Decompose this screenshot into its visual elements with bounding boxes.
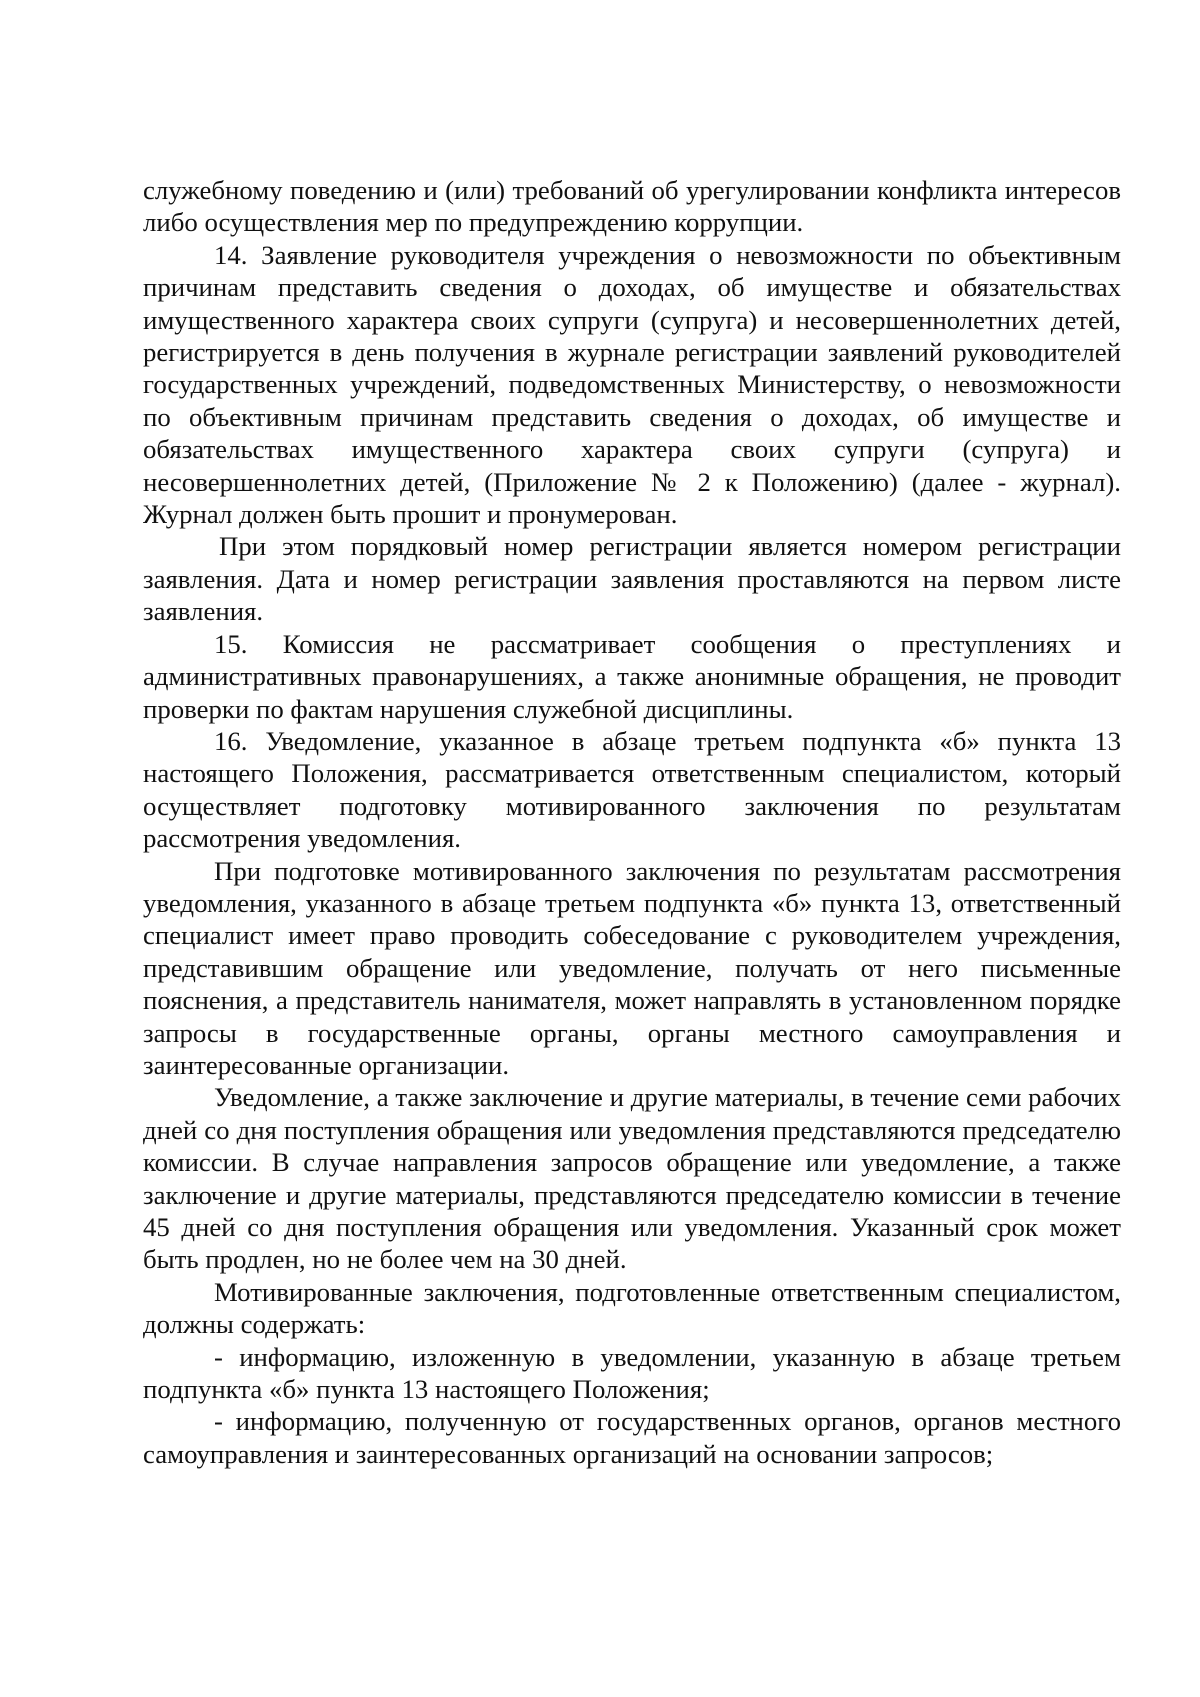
paragraph-conclusion-preparation: При подготовке мотивированного заключения по результатам рассмотрения уведомления, указанного в абзаце третьем подпункта «б» пункта 13, ответственный специалист имеет право проводить собеседование с руководителем учреждения, представившим обращение или уведомление, получать от него письменные пояснения, а представитель нанимателя, может направлять в установленном порядке запросы в государственные органы, органы местного самоуправления и заинтересованные организации.	[143, 855, 1121, 1080]
paragraph-continuation: служебному поведению и (или) требований об урегулировании конфликта интересов либо осуществления мер по предупреждению коррупции.	[143, 175, 1121, 238]
paragraph-item-15: 15. Комиссия не рассматривает сообщения о преступлениях и административных правонарушениях, а также анонимные обращения, не проводит проверки по фактам нарушения служебной дисциплины.	[143, 628, 1121, 724]
list-item-notification-info: - информацию, изложенную в уведомлении, указанную в абзаце третьем подпункта «б» пункта 13 настоящего Положения;	[143, 1341, 1121, 1405]
paragraph-submission-terms: Уведомление, а также заключение и другие материалы, в течение семи рабочих дней со дня поступления обращения или уведомления представляются председателю комиссии. В случае направления запросов обращение или уведомление, а также заключение и другие материалы, представляются председателю комиссии в течение 45 дней со дня поступления обращения или уведомления. Указанный срок может быть продлен, но не более чем на 30 дней.	[143, 1082, 1121, 1275]
list-item-received-info: - информацию, полученную от государственных органов, органов местного самоуправления и заинтересованных организаций на основании запросов;	[143, 1406, 1121, 1469]
paragraph-item-14: 14. Заявление руководителя учреждения о невозможности по объективным причинам представить сведения о доходах, об имуществе и обязательствах имущественного характера своих супруги (супруга) и несовершеннолетних детей, регистрируется в день получения в журнале регистрации заявлений руководителей государственных учреждений, подведомственных Министерству, о невозможности по объективным причинам представить сведения о доходах, об имуществе и обязательствах имущественного характера своих супруги (супруга) и несовершеннолетних детей, (Приложение № 2 к Положению) (далее - журнал). Журнал должен быть прошит и пронумерован.	[143, 239, 1121, 530]
paragraph-item-16: 16. Уведомление, указанное в абзаце третьем подпункта «б» пункта 13 настоящего Положения, рассматривается ответственным специалистом, который осуществляет подготовку мотивированного заключения по результатам рассмотрения уведомления.	[143, 725, 1121, 854]
document-body	[143, 174, 1121, 1470]
paragraph-conclusion-contents: Мотивированные заключения, подготовленные ответственным специалистом, должны содержать:	[143, 1276, 1121, 1340]
paragraph-registration-number: При этом порядковый номер регистрации является номером регистрации заявления. Дата и номер регистрации заявления проставляются на первом листе заявления.	[143, 531, 1121, 627]
